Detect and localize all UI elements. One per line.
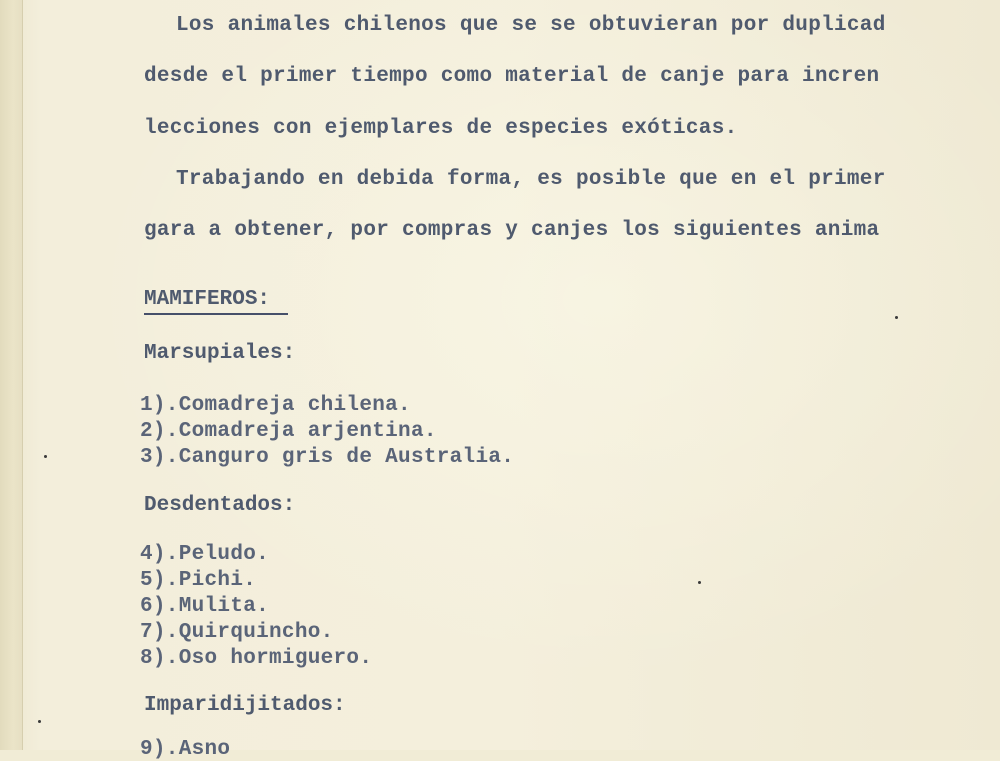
list-item: 4).Peludo. [140,543,270,566]
list-item: 5).Pichi. [140,569,257,592]
list-item: 7).Quirquincho. [140,621,334,644]
paper-speck [698,581,701,584]
group-heading-imparidijitados: Imparidijitados: [144,694,346,717]
list-item: 9).Asno [140,738,231,761]
group-heading-marsupiales: Marsupiales: [144,342,296,365]
section-title: MAMIFEROS: [144,288,271,311]
paragraph-line-1: Los animales chilenos que se se obtuvieran por duplicad [176,14,886,37]
list-item: 1).Comadreja chilena. [140,394,411,417]
paragraph-line-3: lecciones con ejemplares de especies exóticas. [144,117,738,140]
group-heading-desdentados: Desdentados: [144,494,296,517]
paragraph-line-4: Trabajando en debida forma, es posible que en el primer [176,168,886,191]
paragraph-line-5: gara a obtener, por compras y canjes los siguientes anima [144,219,880,242]
list-item: 6).Mulita. [140,595,270,618]
list-item: 8).Oso hormiguero. [140,647,373,670]
list-item: 2).Comadreja arjentina. [140,420,437,443]
list-item: 3).Canguro gris de Australia. [140,446,515,469]
paper-speck [895,316,898,319]
paper-speck [38,720,41,723]
paper-speck [44,455,47,458]
paragraph-line-2: desde el primer tiempo como material de canje para incren [144,65,880,88]
section-title-underline [144,313,288,315]
